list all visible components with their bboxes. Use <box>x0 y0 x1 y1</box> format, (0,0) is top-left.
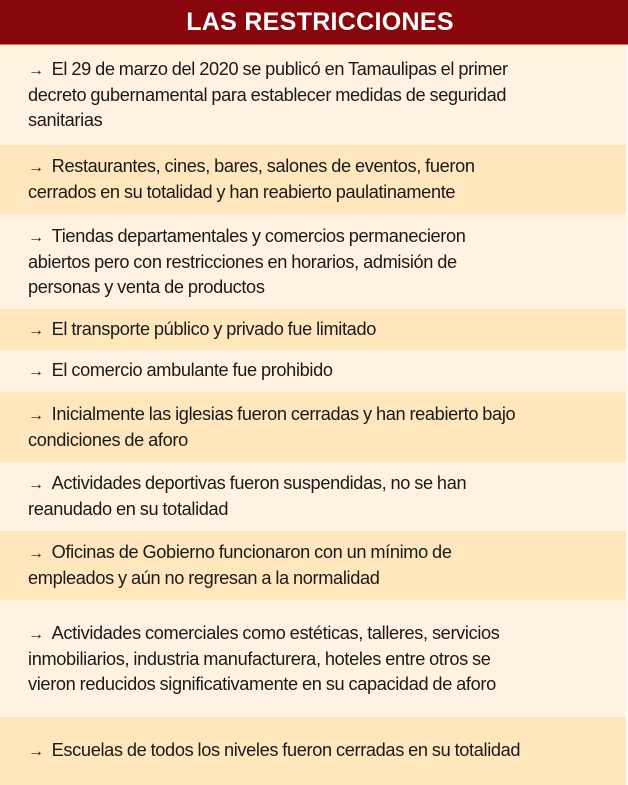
list-item <box>0 392 628 462</box>
right-arrow-icon: → <box>28 321 44 339</box>
list-item <box>0 214 628 309</box>
right-arrow-icon: → <box>28 406 44 424</box>
list-item <box>0 45 628 145</box>
list-item-text: Tiendas departamentales y comercios permanecieron abiertos pero con restricciones en horarios, admisión de personas y venta de productos <box>28 225 466 297</box>
list-item-text: Restaurantes, cines, bares, salones de eventos, fueron cerrados en su totalidad y han reabierto paulatinamente <box>28 156 475 202</box>
list-item <box>0 309 628 350</box>
list-item <box>0 462 628 531</box>
list-item <box>0 600 628 717</box>
list-item-text: Inicialmente las iglesias fueron cerradas y han reabierto bajo condiciones de aforo <box>28 403 516 450</box>
right-arrow-icon: → <box>28 545 44 562</box>
list-item <box>0 350 628 392</box>
list-item-text: El 29 de marzo del 2020 se publicó en Tamaulipas el primer decreto gubernamental para establecer medidas de seguridad sanitarias <box>28 59 508 130</box>
right-arrow-icon: → <box>28 743 44 760</box>
right-arrow-icon: → <box>28 228 44 246</box>
panel-header <box>0 0 628 45</box>
right-arrow-icon: → <box>28 363 44 380</box>
list-item <box>0 717 628 785</box>
right-arrow-icon: → <box>28 62 44 79</box>
list-item-text: Actividades comerciales como estéticas, talleres, servicios inmobiliarios, industria manufacturera, hoteles entre otros se vieron reducidos significativamente en su capacidad de aforo <box>28 622 500 694</box>
restrictions-list <box>0 45 628 785</box>
right-arrow-icon: → <box>28 159 44 176</box>
panel-title: LAS RESTRICCIONES <box>186 7 454 36</box>
list-item-text: El comercio ambulante fue prohibido <box>51 360 333 380</box>
right-arrow-icon: → <box>28 625 44 643</box>
right-arrow-icon: → <box>28 476 44 493</box>
list-item-text: El transporte público y privado fue limitado <box>51 318 376 339</box>
list-item-text: Actividades deportivas fueron suspendidas, no se han reanudado en su totalidad <box>28 473 467 519</box>
list-item-text: Oficinas de Gobierno funcionaron con un mínimo de empleados y aún no regresan a la normalidad <box>28 542 452 588</box>
list-item-text: Escuelas de todos los niveles fueron cerradas en su totalidad <box>51 740 521 760</box>
list-item <box>0 145 628 214</box>
list-item <box>0 531 628 600</box>
